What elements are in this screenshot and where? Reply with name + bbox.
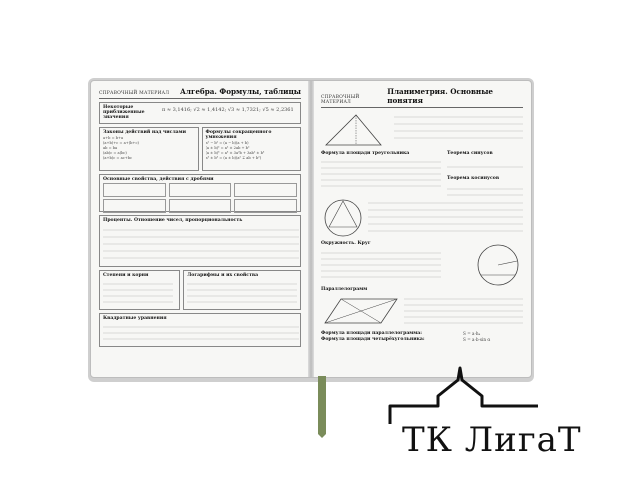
laws-title: Законы действий над числами [103, 130, 187, 135]
triangle-intro-row [321, 111, 523, 151]
right-page-header [321, 87, 523, 108]
powers-box [99, 270, 180, 310]
left-section-label: СПРАВОЧНЫЙ МАТЕРИАЛ [99, 91, 170, 96]
circle-title: Окружность. Круг [321, 241, 371, 246]
abbr-line: a³ ± b³ = (a ± b)(a² ∓ ab + b²) [205, 156, 262, 160]
para-area-formula: S = a·hₐ [463, 331, 481, 336]
cosines-lines [447, 185, 523, 197]
left-page-header [99, 87, 301, 99]
right-section-label: СПРАВОЧНЫЙ МАТЕРИАЛ [321, 95, 360, 105]
cosines-title: Теорема косинусов [447, 176, 500, 181]
parallelogram-section [321, 287, 523, 329]
open-notebook [90, 80, 532, 378]
circle-section [321, 241, 470, 287]
triangle-notes-lines [394, 111, 523, 149]
right-page [313, 81, 531, 377]
abbr-line: a² − b² = (a − b)(a + b) [205, 141, 249, 145]
law-line: a+b = b+a [103, 136, 124, 140]
law-line: (a+b)+c = a+(b+c) [103, 141, 139, 145]
left-page-title: Алгебра. Формулы, таблицы [180, 87, 301, 96]
circle-notes-lines [321, 247, 441, 281]
circle-figure [473, 241, 523, 287]
percent-title: Проценты. Отношение чисел, пропорциональность [103, 218, 243, 223]
logs-box [183, 270, 301, 310]
inscribed-circle-figure [321, 197, 365, 239]
fractions-grid [103, 199, 297, 213]
rect-area-row [321, 337, 523, 343]
laws-row [99, 127, 301, 174]
fraction-cell [234, 199, 297, 213]
abbr-line: (a ± b)³ = a³ ± 3a²b + 3ab² ± b³ [205, 151, 265, 155]
logs-title: Логарифмы и их свойства [187, 273, 259, 278]
abbr-line: (a ± b)² = a² ± 2ab + b² [205, 146, 250, 150]
fractions-box [99, 174, 301, 212]
rect-area-formula: S = a·b·sin α [463, 337, 491, 342]
parallelogram-row [321, 293, 523, 329]
fraction-cell [103, 199, 166, 213]
approx-values-box [99, 102, 301, 124]
watermark-logo: ТК ЛигаТ [402, 420, 582, 460]
circle-row [321, 241, 523, 287]
powers-logs-row [99, 270, 301, 313]
parallelogram-title: Параллелограмм [321, 287, 368, 292]
triangle-area-lines [321, 157, 441, 191]
rect-area-label: Формула площади четырёхугольника: [321, 337, 425, 342]
parallelogram-notes-lines [404, 293, 523, 327]
triangle-area-section [321, 151, 444, 197]
quadratic-lines [103, 322, 299, 344]
quadratic-box [99, 313, 301, 347]
powers-title: Степени и корни [103, 273, 149, 278]
fraction-cell [169, 199, 232, 213]
law-line: ab = ba [103, 146, 118, 150]
left-page [91, 81, 309, 377]
right-page-title: Планиметрия. Основные понятия [387, 87, 493, 105]
fraction-cell [234, 183, 297, 197]
law-line: (a+b)c = ac+bc [103, 156, 133, 160]
inscribed-row [321, 197, 523, 241]
percent-table-lines [103, 224, 299, 264]
watermark-roof-icon [388, 366, 548, 426]
logs-lines [187, 279, 297, 307]
approx-values-title: Некоторые приближенные значения [103, 105, 145, 120]
laws-box [99, 127, 199, 171]
abbr-title: Формулы сокращенного умножения [205, 130, 272, 140]
sines-lines [447, 162, 523, 172]
sines-cosines-section [447, 151, 523, 197]
fraction-cell [169, 183, 232, 197]
triangle-area-title: Формула площади треугольника [321, 151, 410, 156]
inscribed-notes-lines [368, 197, 523, 239]
sines-title: Теорема синусов [447, 151, 493, 156]
law-line: (ab)c = a(bc) [103, 151, 127, 155]
abbr-box [202, 127, 302, 171]
bookmark-ribbon [318, 376, 326, 434]
para-area-label: Формула площади параллелограмма: [321, 331, 422, 336]
fraction-cell [103, 183, 166, 197]
approx-values: π ≈ 3,1416; √2 ≈ 1,4142; √3 ≈ 1,7321; √5 ≈ 2,2361 [162, 107, 294, 113]
quadratic-title: Квадратные уравнения [103, 316, 167, 321]
triangle-area-row [321, 151, 523, 197]
percent-box [99, 215, 301, 267]
parallelogram-figure [321, 293, 401, 327]
fractions-title: Основные свойства, действия с дробями [103, 177, 214, 182]
fractions-grid [103, 183, 297, 197]
triangle-figure [321, 111, 391, 149]
powers-lines [103, 279, 173, 307]
